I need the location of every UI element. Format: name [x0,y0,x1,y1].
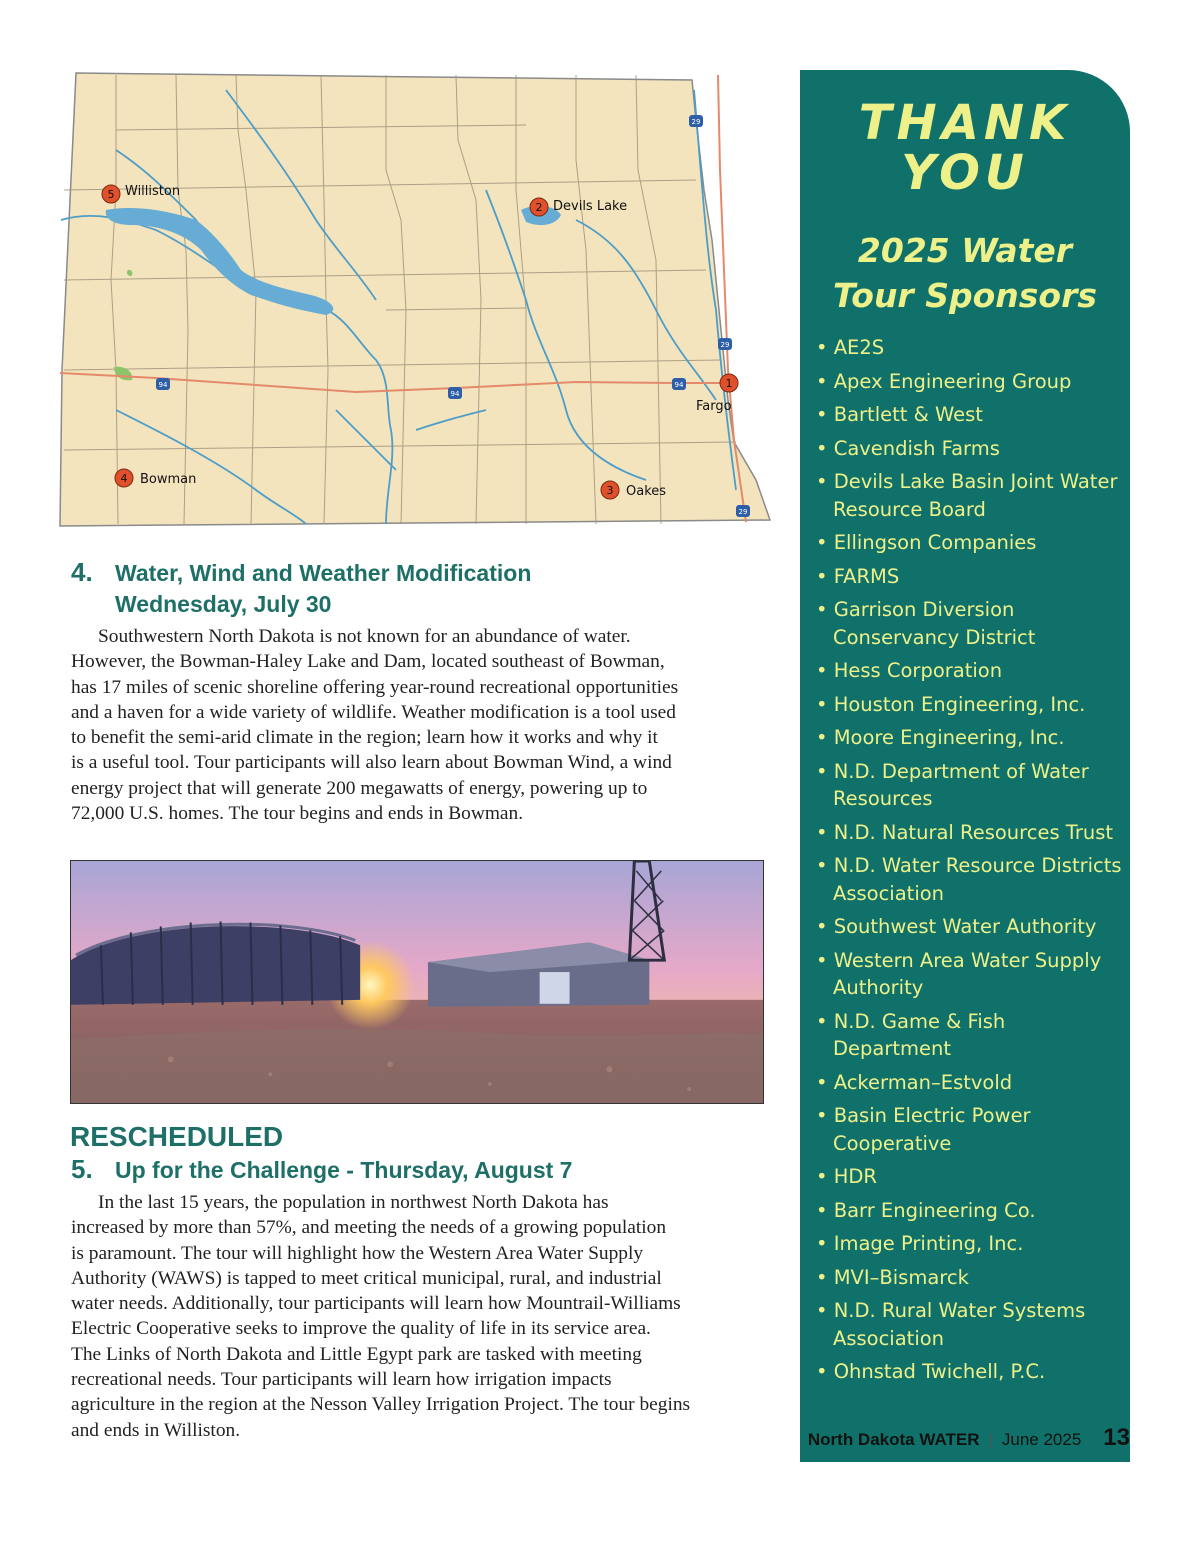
svg-text:Devils Lake: Devils Lake [553,199,628,214]
sponsor-item: • AE2S [816,334,1126,362]
water-tower-sunset-photo [70,860,764,1104]
section-4-title: Water, Wind and Weather Modification [115,560,532,586]
sponsor-item: • Bartlett & West [816,401,1126,429]
sponsor-item: • Ellingson Companies [816,529,1126,557]
sponsor-item: • N.D. Natural Resources Trust [816,819,1126,847]
svg-text:5: 5 [107,188,115,201]
svg-text:94: 94 [674,381,684,389]
sponsor-item: • Houston Engineering, Inc. [816,691,1126,719]
sponsor-item: • Devils Lake Basin Joint Water Resource Board [816,468,1126,523]
svg-text:3: 3 [606,484,614,497]
sponsor-item: • Apex Engineering Group [816,368,1126,396]
sponsor-item: • FARMS [816,563,1126,591]
state-outline [60,73,770,526]
sponsor-item: • Hess Corporation [816,657,1126,685]
sponsor-item: • Moore Engineering, Inc. [816,724,1126,752]
city-marker-oakes [601,481,666,499]
sponsor-item: • N.D. Water Resource Districts Association [816,852,1126,907]
svg-text:94: 94 [158,381,168,389]
page-number: 13 [1103,1424,1130,1451]
sponsor-item: • HDR [816,1163,1126,1191]
sponsor-list [816,334,1126,1392]
sponsor-item: • Cavendish Farms [816,435,1126,463]
section-4-body: Southwestern North Dakota is not known for an abundance of water. However, the Bowman-Haley Lake and Dam, located southeast of Bowman, has 17 miles of scenic shoreline offering year-round recreational opportunities and a haven for a wide variety of wildlife. Weather modification is a tool used to benefit the semi-arid climate in the region; learn how it works and why it is a useful tool. Tour participants will also learn about Bowman Wind, a wind energy project that will generate 200 megawatts of energy, powering up to 72,000 U.S. homes. The tour begins and ends in Bowman. [71,626,679,825]
sponsor-item: • Basin Electric Power Cooperative [816,1102,1126,1157]
sponsor-item: • Southwest Water Authority [816,913,1126,941]
svg-text:Bowman: Bowman [140,472,197,487]
north-dakota-map [56,70,776,532]
svg-text:Williston: Williston [125,184,181,199]
svg-text:29: 29 [691,118,701,126]
svg-text:1: 1 [725,377,733,390]
sponsor-item: • Ackerman–Estvold [816,1069,1126,1097]
svg-text:Fargo: Fargo [696,399,732,414]
svg-text:Oakes: Oakes [626,484,667,499]
issue-date: June 2025 [1001,1430,1082,1449]
publication-name: North Dakota WATER [807,1430,980,1449]
svg-text:2: 2 [535,201,543,214]
svg-text:94: 94 [450,390,460,398]
section-5-title: Up for the Challenge - Thursday, August 7 [115,1157,573,1183]
city-marker-bowman [115,469,196,487]
svg-text:29: 29 [720,341,730,349]
section-5-number: 5. [71,1154,93,1184]
sponsor-item: • Garrison Diversion Conservancy District [816,596,1126,651]
sponsor-item: • Image Printing, Inc. [816,1230,1126,1258]
sponsor-item: • N.D. Rural Water Systems Association [816,1297,1126,1352]
footer-separator: | [988,1430,993,1449]
section-4-date: Wednesday, July 30 [115,591,332,617]
sponsor-item: • N.D. Game & Fish Department [816,1008,1126,1063]
section-5-body: In the last 15 years, the population in northwest North Dakota has increased by more than 57%, and meeting the needs of a growing population is paramount. The tour will highlight how the Western Area Water Supply Authority (WAWS) is tapped to meet critical municipal, rural, and industrial water needs. Additionally, tour participants will learn how Mountrail-Williams Electric Cooperative seeks to improve the quality of life in its service area. The Links of North Dakota and Little Egypt park are tasked with meeting recreational needs. Tour participants will learn how irrigation impacts agriculture in the region at the Nesson Valley Irrigation Project. The tour begins and ends in Williston. [71,1192,691,1441]
rescheduled-label: RESCHEDULED [70,1121,284,1152]
svg-text:4: 4 [120,472,128,485]
section-4-number: 4. [71,557,93,587]
sponsors-heading: 2025 Water Tour Sponsors [833,231,1097,315]
sponsor-item: • MVI–Bismarck [816,1264,1126,1292]
sponsor-item: • Ohnstad Twichell, P.C. [816,1358,1126,1386]
thank-you-heading: THANK YOU [858,95,1072,201]
page-footer [808,1424,1130,1452]
sponsor-item: • Western Area Water Supply Authority [816,947,1126,1002]
sponsor-item: • Barr Engineering Co. [816,1197,1126,1225]
sponsor-item: • N.D. Department of Water Resources [816,758,1126,813]
city-marker-devils-lake [530,198,627,216]
svg-text:29: 29 [738,508,748,516]
